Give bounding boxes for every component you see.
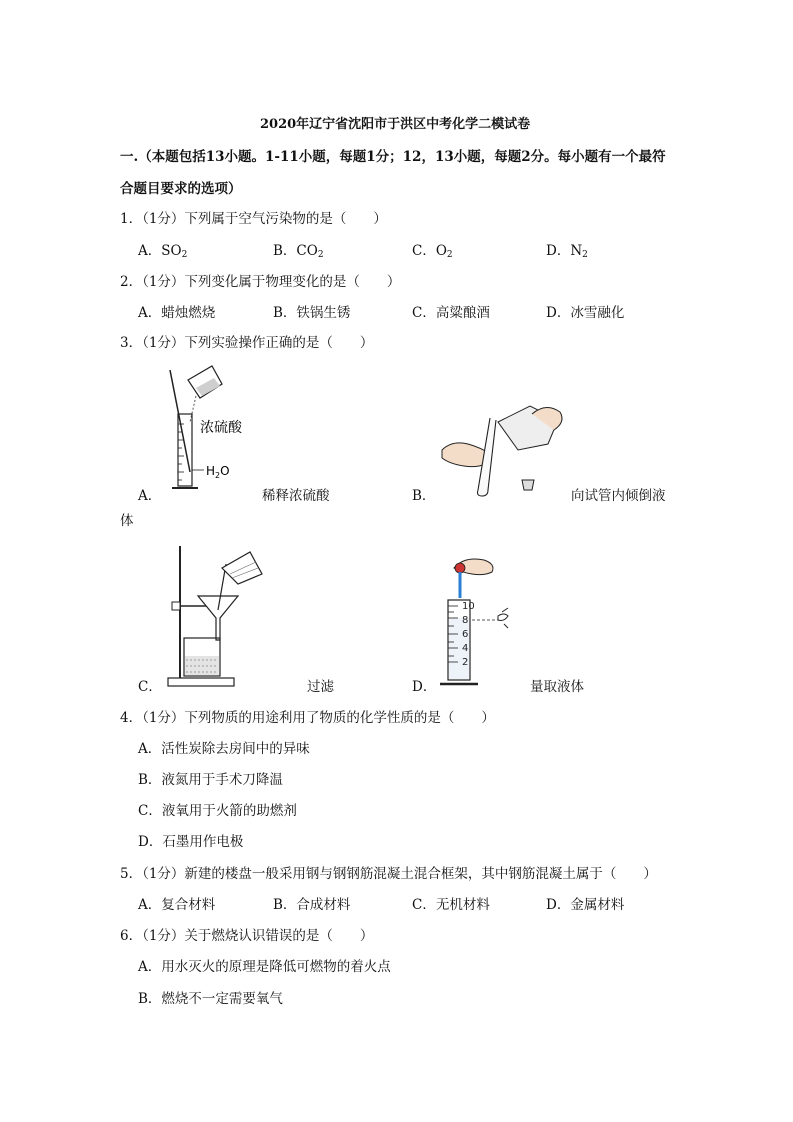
glass-rod	[170, 370, 190, 472]
option-text: 合成材料	[296, 897, 351, 913]
subscript: 2	[181, 250, 188, 260]
pouring-beaker	[222, 552, 262, 584]
option-text: 活性炭除去房间中的异味	[161, 741, 310, 757]
option-text: 冰雪融化	[570, 305, 625, 321]
option-text: N	[570, 243, 583, 259]
question-3-stem: 3．（1分）下列实验操作正确的是（ ）	[120, 335, 374, 351]
stopper	[522, 480, 534, 490]
option-letter: A．	[138, 959, 162, 975]
q3-option-b-letter: B．	[412, 488, 436, 504]
option-text: 用水灭火的原理是降低可燃物的着火点	[161, 959, 391, 975]
label-h2o: $H_2O$	[206, 464, 230, 480]
q4-option-b	[138, 768, 283, 788]
subscript: 2	[317, 250, 324, 260]
q4-option-d	[138, 830, 243, 850]
q1-option-b	[273, 239, 324, 260]
stand-base	[168, 678, 234, 686]
option-letter: D．	[546, 243, 571, 259]
question-5-stem: 5．（1分）新建的楼盘一般采用钢与钢钢筋混凝土混合框架，其中钢筋混凝土属于（ ）	[120, 866, 657, 882]
question-4-stem: 4．（1分）下列物质的用途利用了物质的化学性质的是（ ）	[120, 710, 495, 726]
q3-option-b-caption: 向试管内倾倒液	[571, 488, 666, 504]
option-letter: B．	[138, 991, 162, 1007]
subscript: 2	[446, 250, 453, 260]
scale-4: 4	[462, 643, 469, 654]
option-text: SO	[161, 243, 182, 259]
option-letter: A．	[138, 305, 162, 321]
q3-option-a-letter: A．	[138, 488, 162, 504]
q1-option-c	[412, 239, 453, 260]
option-letter: B．	[138, 772, 162, 788]
q3-option-d-caption: 量取液体	[530, 679, 584, 695]
q3-option-b-caption-cont: 体	[120, 513, 134, 529]
q2-option-c	[412, 301, 490, 321]
section-header-line1: 一.（本题包括13小题。1-11小题，每题1分；12，13小题，每题2分。每小题有一个最符	[120, 149, 666, 165]
option-text: 石墨用作电极	[162, 834, 244, 850]
q5-option-a	[138, 893, 215, 913]
option-letter: C．	[412, 243, 436, 259]
option-letter: D．	[546, 897, 571, 913]
scale-2: 2	[462, 657, 469, 668]
option-text: 液氮用于手术刀降温	[161, 772, 283, 788]
eye-icon	[498, 608, 508, 628]
q5-option-d	[546, 893, 624, 913]
q3-option-a-caption: 稀释浓硫酸	[262, 488, 330, 504]
section-header-line2: 合题目要求的选项）	[120, 181, 242, 197]
option-letter: B．	[273, 243, 297, 259]
option-text: CO	[296, 243, 318, 259]
q5-option-c	[412, 893, 490, 913]
option-text: O	[435, 243, 447, 259]
q1-option-a	[138, 239, 187, 260]
figure-b-pouring	[438, 398, 578, 498]
option-letter: B．	[273, 305, 297, 321]
option-letter: D．	[138, 834, 163, 850]
option-text: 高粱酿酒	[435, 305, 490, 321]
figure-d-measure-liquid	[436, 554, 526, 690]
option-text: 无机材料	[435, 897, 490, 913]
option-letter: A．	[138, 897, 162, 913]
option-text: 铁锅生锈	[296, 305, 351, 321]
page-title: 2020年辽宁省沈阳市于洪区中考化学二模试卷	[260, 117, 531, 132]
option-text: 金属材料	[570, 897, 625, 913]
label-conc-acid: 浓硫酸	[200, 420, 242, 436]
option-letter: B．	[273, 897, 297, 913]
option-letter: C．	[138, 803, 162, 819]
funnel	[198, 596, 238, 640]
option-letter: C．	[412, 305, 436, 321]
option-text: 蜡烛燃烧	[161, 305, 216, 321]
scale-8: 8	[462, 615, 469, 626]
question-6-stem: 6．（1分）关于燃烧认识错误的是（ ）	[120, 928, 374, 944]
q3-option-c-caption: 过滤	[307, 679, 334, 695]
q2-option-a	[138, 301, 215, 321]
q1-option-d	[546, 239, 588, 260]
option-text: 燃烧不一定需要氧气	[161, 991, 283, 1007]
option-text: 复合材料	[161, 897, 216, 913]
subscript: 2	[582, 250, 588, 260]
option-letter: D．	[546, 305, 571, 321]
option-letter: A．	[138, 243, 162, 259]
q3-option-c-letter: C．	[138, 679, 162, 695]
scale-6: 6	[462, 629, 469, 640]
dropper-bulb	[455, 563, 465, 573]
question-2-stem: 2．（1分）下列变化属于物理变化的是（ ）	[120, 274, 401, 290]
q5-option-b	[273, 893, 350, 913]
q4-option-a	[138, 737, 310, 757]
option-letter: A．	[138, 741, 162, 757]
q4-option-c	[138, 799, 297, 819]
q6-option-a	[138, 955, 391, 975]
q2-option-d	[546, 301, 624, 321]
question-1-stem: 1．（1分）下列属于空气污染物的是（ ）	[120, 211, 387, 227]
option-text: 液氧用于火箭的助燃剂	[161, 803, 297, 819]
q2-option-b	[273, 301, 350, 321]
q3-option-d-letter: D．	[412, 679, 437, 695]
scale-10: 10	[462, 601, 475, 612]
q6-option-b	[138, 987, 283, 1007]
option-letter: C．	[412, 897, 436, 913]
figure-c-filtration	[164, 542, 274, 688]
figure-a-dilute-acid	[150, 362, 250, 494]
